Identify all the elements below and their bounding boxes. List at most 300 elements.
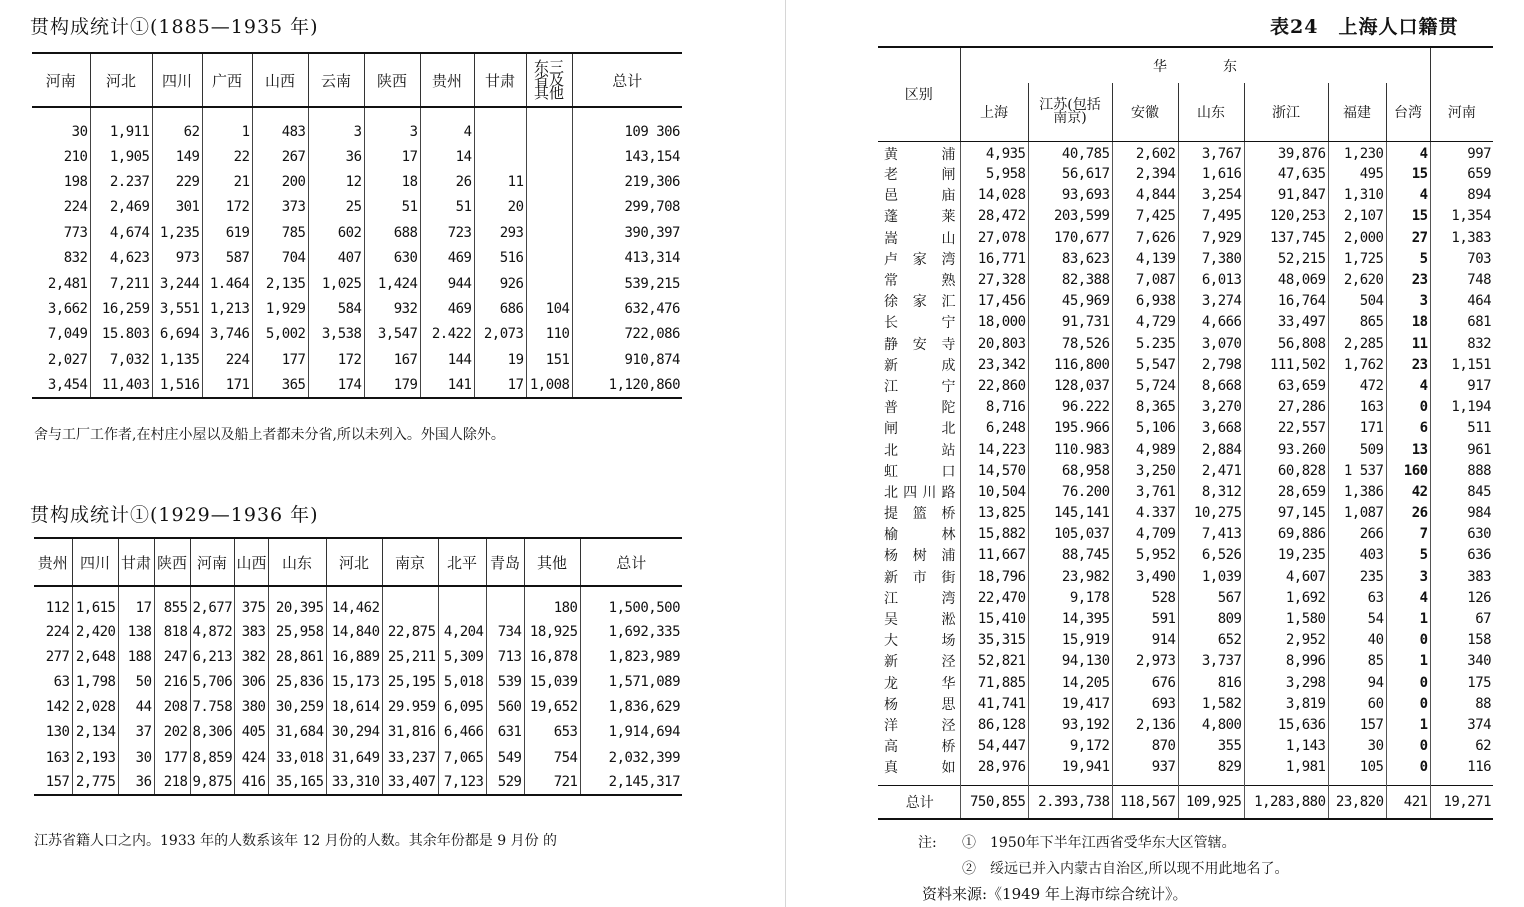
- table2-cell: 2,145,317: [580, 770, 682, 795]
- table1-cell: 25: [308, 195, 364, 220]
- table24-cell: 8,716: [960, 397, 1028, 418]
- source-note: 资料来源:《1949 年上海市综合统计》。: [922, 885, 1188, 903]
- table1-cell: 301: [152, 195, 202, 220]
- table2-row: [34, 695, 682, 720]
- table2-cell: 224: [45, 623, 70, 640]
- table2-header-cell: 北平: [438, 538, 486, 586]
- table2-cell: 202: [154, 720, 190, 745]
- table2-row: [34, 770, 682, 795]
- table24-row: [878, 185, 1493, 206]
- table24-cell: 7,425: [1112, 206, 1178, 227]
- table2-cell: 247: [154, 644, 190, 669]
- table24-row: [878, 651, 1493, 672]
- table24-cell: 10,275: [1178, 503, 1244, 524]
- table2-header-cell: 青岛: [486, 538, 524, 586]
- table2-cell: 713: [486, 644, 524, 669]
- blank-group-header: [1430, 47, 1493, 83]
- table2-cell: 15,039: [524, 669, 580, 694]
- table24-cell: 4,729: [1112, 312, 1178, 333]
- table1-cell: 219,306: [572, 169, 682, 194]
- table1-cell: [526, 271, 572, 296]
- table2-cell: 25,836: [268, 669, 326, 694]
- table1-cell: 1: [202, 107, 252, 144]
- table1-row: [32, 107, 682, 144]
- table2-cell: 416: [234, 770, 268, 795]
- table1-cell: 602: [308, 220, 364, 245]
- table1-cell: 1,905: [90, 144, 152, 169]
- district-name: 杨思: [884, 696, 956, 713]
- table1-row: [32, 373, 682, 398]
- table24-cell: 374: [1430, 714, 1493, 735]
- table2-cell: 8,859: [190, 745, 234, 770]
- district-name: 高桥: [884, 739, 956, 756]
- table1-cell: 1,911: [90, 107, 152, 144]
- table1-cell: 6,694: [152, 322, 202, 347]
- table24-row: [878, 693, 1493, 714]
- table2-cell: 1,836,629: [580, 695, 682, 720]
- table24-cell: 96.222: [1028, 397, 1112, 418]
- table1-cell: 267: [252, 144, 308, 169]
- table2-cell: 33,310: [326, 770, 382, 795]
- table2-cell: [382, 586, 438, 619]
- table2-cell: 30: [118, 745, 154, 770]
- table24-cell: 266: [1328, 524, 1386, 545]
- table2-cell: 734: [486, 619, 524, 644]
- table24-cell: 7: [1386, 524, 1430, 545]
- table24-cell: 30: [1328, 736, 1386, 757]
- table2-row: [34, 644, 682, 669]
- table2-header-cell: 河南: [190, 538, 234, 586]
- table24-cell: 171: [1328, 418, 1386, 439]
- table24-cell: 110.983: [1028, 439, 1112, 460]
- table1-cell: 373: [252, 195, 308, 220]
- table24-cell: 567: [1178, 587, 1244, 608]
- east-china-group-header: 华 东: [960, 47, 1430, 83]
- table24-cell: 1,582: [1178, 693, 1244, 714]
- table1-cell: [526, 107, 572, 144]
- table1-header-cell: 山西: [252, 53, 308, 107]
- table2-cell: 7,123: [438, 770, 486, 795]
- table2-cell: 142: [45, 699, 70, 716]
- table24-cell: 4,607: [1244, 566, 1328, 587]
- table24-cell: 16,764: [1244, 291, 1328, 312]
- table2-cell: 2,134: [72, 720, 118, 745]
- table1-cell: 390,397: [572, 220, 682, 245]
- table2-note: 江苏省籍人口之内。1933 年的人数系该年 12 月份的人数。其余年份都是 9 月份 的: [34, 833, 558, 849]
- district-name: 静安寺: [884, 336, 956, 353]
- table24-cell: 1,039: [1178, 566, 1244, 587]
- table24-cell: 5,724: [1112, 375, 1178, 396]
- table1-cell: 1,008: [526, 373, 572, 398]
- table24-cell: 116,800: [1028, 354, 1112, 375]
- table24-row: [878, 375, 1493, 396]
- table24-cell: 23,982: [1028, 566, 1112, 587]
- table24-cell: 22,470: [960, 587, 1028, 608]
- district-name: 杨树浦: [884, 548, 956, 565]
- table1-row: [32, 322, 682, 347]
- table24-header-cell: 台湾: [1386, 83, 1430, 141]
- table24-cell: 52,215: [1244, 248, 1328, 269]
- table2-row: [34, 669, 682, 694]
- table24-header-cell: 河南: [1430, 83, 1493, 141]
- table2-cell: 818: [154, 619, 190, 644]
- table24-cell: 4,844: [1112, 185, 1178, 206]
- table24-cell: 937: [1112, 757, 1178, 786]
- table24-cell: 3,254: [1178, 185, 1244, 206]
- table24-cell: 3,761: [1112, 481, 1178, 502]
- table24-cell: 2,798: [1178, 354, 1244, 375]
- district-name: 吴淞: [884, 612, 956, 629]
- table2-cell: 560: [486, 695, 524, 720]
- table24-cell: 4,989: [1112, 439, 1178, 460]
- table24-cell: 591: [1112, 608, 1178, 629]
- table24-cell: 23: [1386, 354, 1430, 375]
- table24-cell: 4: [1386, 185, 1430, 206]
- table2-cell: 7,065: [438, 745, 486, 770]
- table2-cell: 33,407: [382, 770, 438, 795]
- table1-cell: [474, 144, 526, 169]
- table24-total-row: [878, 785, 1493, 819]
- table24-cell: 126: [1430, 587, 1493, 608]
- table24-cell: 4: [1386, 587, 1430, 608]
- table24-cell: 19,417: [1028, 693, 1112, 714]
- table24-cell: 93,192: [1028, 714, 1112, 735]
- table24-cell: 4,666: [1178, 312, 1244, 333]
- table2-cell: 130: [45, 724, 70, 741]
- table24-cell: 659: [1430, 164, 1493, 185]
- table24-cell: 91,847: [1244, 185, 1328, 206]
- table24-row: [878, 206, 1493, 227]
- table24-cell: 93.260: [1244, 439, 1328, 460]
- table1-cell: 413,314: [572, 246, 682, 271]
- table24-cell: 6,013: [1178, 269, 1244, 290]
- table1-header-cell: 河南: [32, 53, 90, 107]
- table24-cell: 28,472: [960, 206, 1028, 227]
- table1-cell: 704: [252, 246, 308, 271]
- table24-header-cell: 山东: [1178, 83, 1244, 141]
- table24-cell: 10,504: [960, 481, 1028, 502]
- table2-cell: 1,914,694: [580, 720, 682, 745]
- table1-cell: 785: [252, 220, 308, 245]
- table2-cell: 2,420: [72, 619, 118, 644]
- table1-cell: 11: [474, 169, 526, 194]
- table1-cell: 365: [252, 373, 308, 398]
- table24-total-cell: 1,283,880: [1244, 785, 1328, 819]
- table24-cell: 2,973: [1112, 651, 1178, 672]
- table24-cell: 5,958: [960, 164, 1028, 185]
- table1-cell: 1,025: [308, 271, 364, 296]
- table1-cell: [526, 246, 572, 271]
- table1-cell: 172: [202, 195, 252, 220]
- table24-cell: 27,286: [1244, 397, 1328, 418]
- table2-header-cell: 河北: [326, 538, 382, 586]
- table24-cell: 748: [1430, 269, 1493, 290]
- table2-cell: 138: [118, 619, 154, 644]
- table24-cell: 145,141: [1028, 503, 1112, 524]
- table24-cell: 464: [1430, 291, 1493, 312]
- table1-cell: 149: [152, 144, 202, 169]
- table24-cell: 78,526: [1028, 333, 1112, 354]
- table1-cell: 104: [526, 296, 572, 321]
- table1-cell: 1,213: [202, 296, 252, 321]
- table2-cell: 177: [154, 745, 190, 770]
- table24-cell: 18,796: [960, 566, 1028, 587]
- table24-cell: 4: [1386, 375, 1430, 396]
- table24-row: [878, 566, 1493, 587]
- table1-cell: 773: [63, 224, 88, 241]
- table1-cell: 3,547: [364, 322, 420, 347]
- table24-cell: 88: [1430, 693, 1493, 714]
- table24-cell: 13: [1386, 439, 1430, 460]
- table1-cell: 177: [252, 347, 308, 372]
- table2-cell: 7.758: [190, 695, 234, 720]
- table24-cell: 27: [1386, 227, 1430, 248]
- district-name: 提篮桥: [884, 506, 956, 523]
- table24-header-cell: 浙江: [1244, 83, 1328, 141]
- table2-cell: 529: [486, 770, 524, 795]
- table2-cell: 28,861: [268, 644, 326, 669]
- table24-cell: 69,886: [1244, 524, 1328, 545]
- table24-cell: 2,602: [1112, 141, 1178, 164]
- table1-cell: 584: [308, 296, 364, 321]
- table24-cell: 27,328: [960, 269, 1028, 290]
- table24-cell: 97,145: [1244, 503, 1328, 524]
- table24-total-cell: 750,855: [960, 785, 1028, 819]
- right-page: [786, 0, 1524, 907]
- table24-row: [878, 227, 1493, 248]
- table2-header-cell: 贵州: [34, 538, 72, 586]
- table24-cell: 11: [1386, 333, 1430, 354]
- district-name: 龙华: [884, 675, 956, 692]
- table1-title: 贯构成统计①(1885—1935 年): [30, 16, 319, 38]
- table24-cell: 528: [1112, 587, 1178, 608]
- table1-cell: 407: [308, 246, 364, 271]
- table24-cell: 47,635: [1244, 164, 1328, 185]
- table24-cell: 894: [1430, 185, 1493, 206]
- table1-cell: 30: [71, 124, 88, 140]
- district-name: 江宁: [884, 378, 956, 395]
- table2-cell: 17: [118, 586, 154, 619]
- table1-row: [32, 347, 682, 372]
- table1-cell: [474, 107, 526, 144]
- table24-cell: 14,395: [1028, 608, 1112, 629]
- table2-header-cell: 山西: [234, 538, 268, 586]
- district-name: 蓬莱: [884, 209, 956, 226]
- table24-cell: 1,692: [1244, 587, 1328, 608]
- table24-cell: 870: [1112, 736, 1178, 757]
- table1-cell: 22: [202, 144, 252, 169]
- note-2: ② 绥远已并入内蒙古自治区,所以现不用此地名了。: [962, 861, 1289, 877]
- table1-cell: [526, 195, 572, 220]
- table1-cell: 587: [202, 246, 252, 271]
- district-name: 真如: [884, 759, 956, 776]
- district-name: 北站: [884, 442, 956, 459]
- table24-total-cell: 118,567: [1112, 785, 1178, 819]
- table24-cell: 3: [1386, 291, 1430, 312]
- table1-header-cell: 四川: [152, 53, 202, 107]
- table24-cell: 116: [1430, 757, 1493, 786]
- district-name: 大场: [884, 633, 956, 650]
- table24-cell: 917: [1430, 375, 1493, 396]
- table1-cell: 167: [364, 347, 420, 372]
- table2-cell: 188: [118, 644, 154, 669]
- table1-header-cell: 广西: [202, 53, 252, 107]
- table2-cell: 277: [45, 648, 70, 665]
- table1-cell: 26: [420, 169, 474, 194]
- table2-cell: 31,684: [268, 720, 326, 745]
- table1-cell: 7,211: [90, 271, 152, 296]
- table24-row: [878, 291, 1493, 312]
- table24-cell: 984: [1430, 503, 1493, 524]
- table24-cell: 340: [1430, 651, 1493, 672]
- table1-header-cell: 东三省及其他: [526, 53, 572, 107]
- table24-cell: 9,178: [1028, 587, 1112, 608]
- table1-cell: 1,929: [252, 296, 308, 321]
- table24-cell: 157: [1328, 714, 1386, 735]
- table24-cell: 676: [1112, 672, 1178, 693]
- table24-cell: 28,976: [960, 757, 1028, 786]
- table2-cell: 44: [118, 695, 154, 720]
- table2-cell: 36: [118, 770, 154, 795]
- table2-cell: 4,872: [190, 619, 234, 644]
- table24-row: [878, 164, 1493, 185]
- table1-cell: 632,476: [572, 296, 682, 321]
- table24-cell: 7,626: [1112, 227, 1178, 248]
- table2-header-cell: 总计: [580, 538, 682, 586]
- table24-cell: 0: [1386, 672, 1430, 693]
- table24-cell: 5,547: [1112, 354, 1178, 375]
- table24-cell: 1 537: [1328, 460, 1386, 481]
- table24-cell: 86,128: [960, 714, 1028, 735]
- table24-cell: 2,471: [1178, 460, 1244, 481]
- table1-cell: 722,086: [572, 322, 682, 347]
- table24-cell: 67: [1430, 608, 1493, 629]
- district-name: 长宁: [884, 315, 956, 332]
- table24-cell: 8,365: [1112, 397, 1178, 418]
- table24-cell: 832: [1430, 333, 1493, 354]
- table24-cell: 7,413: [1178, 524, 1244, 545]
- table24-cell: 105: [1328, 757, 1386, 786]
- table1-cell: 229: [152, 169, 202, 194]
- table24-cell: 2,884: [1178, 439, 1244, 460]
- district-name: 洋泾: [884, 717, 956, 734]
- table24-cell: 865: [1328, 312, 1386, 333]
- table1-row: [32, 246, 682, 271]
- table1-cell: 51: [420, 195, 474, 220]
- district-name: 黄浦: [884, 146, 956, 163]
- table1-cell: 1.464: [202, 271, 252, 296]
- table24-cell: 16,771: [960, 248, 1028, 269]
- table24-cell: 63,659: [1244, 375, 1328, 396]
- table24-cell: 94,130: [1028, 651, 1112, 672]
- table1-cell: [526, 169, 572, 194]
- table2-cell: 549: [486, 745, 524, 770]
- district-name: 虹口: [884, 463, 956, 480]
- table24-cell: 42: [1386, 481, 1430, 502]
- table24-cell: 68,958: [1028, 460, 1112, 481]
- table24-cell: 15,919: [1028, 630, 1112, 651]
- table24-cell: 1,354: [1430, 206, 1493, 227]
- table24-cell: 0: [1386, 397, 1430, 418]
- table24-cell: 235: [1328, 566, 1386, 587]
- table24-cell: 2,952: [1244, 630, 1328, 651]
- table24-cell: 0: [1386, 630, 1430, 651]
- table1-cell: [526, 220, 572, 245]
- table24-cell: 652: [1178, 630, 1244, 651]
- table2-cell: 855: [154, 586, 190, 619]
- table24-cell: 45,969: [1028, 291, 1112, 312]
- table2-cell: 16,878: [524, 644, 580, 669]
- table1-cell: 944: [420, 271, 474, 296]
- table1-cell: 210: [63, 148, 88, 165]
- table1-cell: 1,135: [152, 347, 202, 372]
- table24-header-cell: 江苏(包括南京): [1028, 83, 1112, 141]
- table2-header-cell: 甘肃: [118, 538, 154, 586]
- table2-cell: 1,571,089: [580, 669, 682, 694]
- table24-cell: 636: [1430, 545, 1493, 566]
- district-name: 闸北: [884, 421, 956, 438]
- table24-cell: 6: [1386, 418, 1430, 439]
- table2-cell: 208: [154, 695, 190, 720]
- table24-cell: 137,745: [1244, 227, 1328, 248]
- table2-cell: 157: [34, 770, 72, 795]
- table1-cell: 172: [308, 347, 364, 372]
- table1-cell: 7,049: [47, 326, 88, 343]
- table24-cell: 0: [1386, 736, 1430, 757]
- district-name: 嵩山: [884, 230, 956, 247]
- table24-cell: 85: [1328, 651, 1386, 672]
- table2-cell: 31,816: [382, 720, 438, 745]
- table2-title: 贯构成统计①(1929—1936 年): [30, 504, 319, 526]
- table1-cell: 62: [152, 107, 202, 144]
- table2-header-cell: 四川: [72, 538, 118, 586]
- table24-cell: 1: [1386, 651, 1430, 672]
- table24-cell: 14,223: [960, 439, 1028, 460]
- table24-cell: 9,172: [1028, 736, 1112, 757]
- table24-cell: 88,745: [1028, 545, 1112, 566]
- table1-row: [32, 271, 682, 296]
- table1-cell: 1,424: [364, 271, 420, 296]
- table1-cell: 3,244: [152, 271, 202, 296]
- district-name: 新泾: [884, 654, 956, 671]
- table24-row: [878, 481, 1493, 502]
- table24-cell: 693: [1112, 693, 1178, 714]
- table1-row: [32, 195, 682, 220]
- table24-cell: 15,410: [960, 608, 1028, 629]
- table24-row: [878, 503, 1493, 524]
- table1-cell: 2,135: [252, 271, 308, 296]
- table24-cell: 60,828: [1244, 460, 1328, 481]
- table24-cell: 1,087: [1328, 503, 1386, 524]
- note-1: ① 1950年下半年江西省受华东大区管辖。: [962, 835, 1236, 851]
- table1-cell: 293: [474, 220, 526, 245]
- table1-cell: 17: [474, 373, 526, 398]
- table24-cell: 511: [1430, 418, 1493, 439]
- table2-cell: [438, 586, 486, 619]
- table24-cell: 6,526: [1178, 545, 1244, 566]
- table2-cell: 14,462: [326, 586, 382, 619]
- table24-total-cell: 23,820: [1328, 785, 1386, 819]
- table24-row: [878, 714, 1493, 735]
- table24-cell: 1,580: [1244, 608, 1328, 629]
- table24-cell: 63: [1328, 587, 1386, 608]
- table2-cell: 721: [524, 770, 580, 795]
- table24-cell: 27,078: [960, 227, 1028, 248]
- table24-cell: 20,803: [960, 333, 1028, 354]
- table24-cell: 961: [1430, 439, 1493, 460]
- table24-cell: 17,456: [960, 291, 1028, 312]
- table24-row: [878, 354, 1493, 375]
